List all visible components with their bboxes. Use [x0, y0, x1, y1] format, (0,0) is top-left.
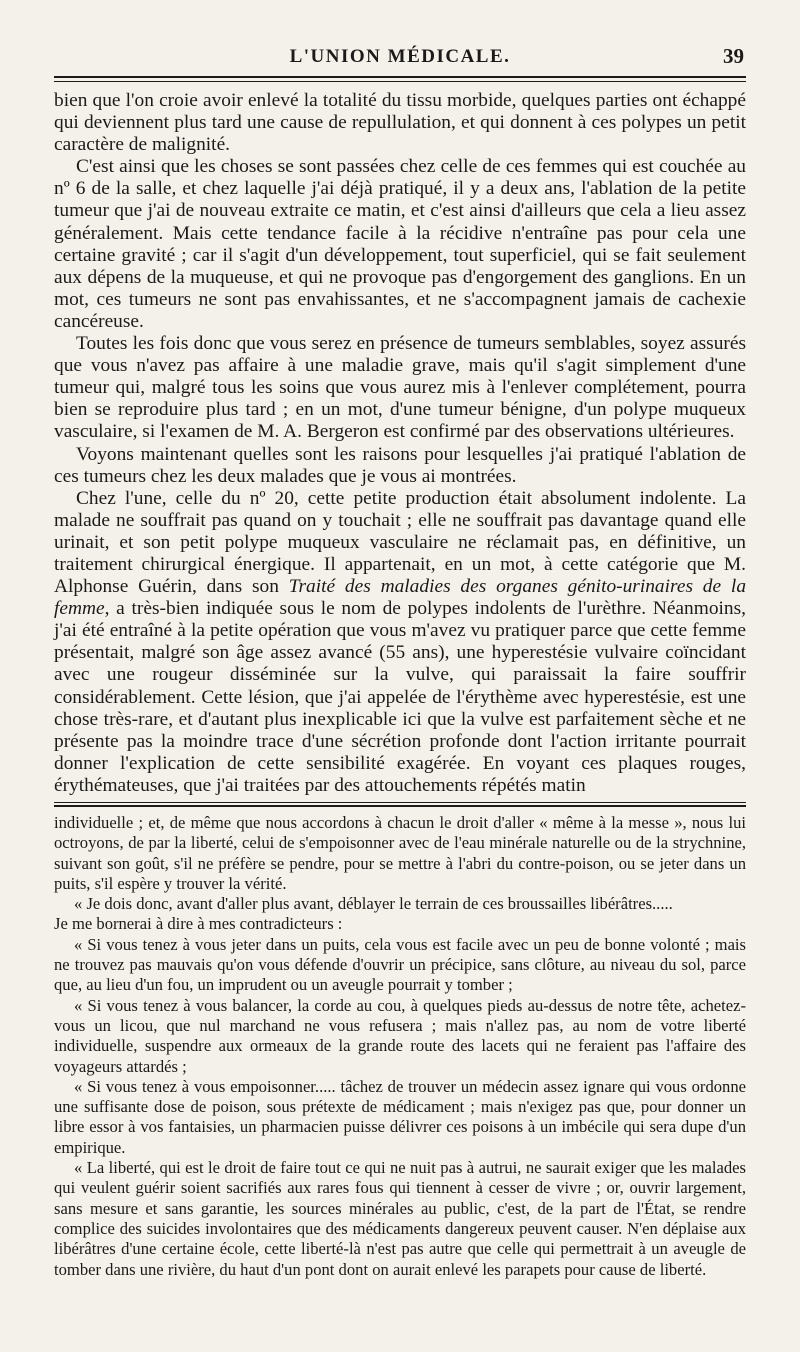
main-paragraph-text: Chez l'une, celle du nº 20, cette petite production était absolument indolente. La malade ne souffrait pas quand on y touchait ; elle ne souffrait pas davantage quand elle urinait, et son petit polype muqueux vasculaire ne réclamait pas, en définitive, un traitement chirurgical énergique. Il appartenait, en un mot, à cette catégorie que M. Alphonse Guérin, dans son [54, 487, 746, 598]
main-paragraph: Voyons maintenant quelles sont les raisons pour lesquelles j'ai pratiqué l'ablation de ces tumeurs chez les deux malades que je vous ai montrées. [54, 443, 746, 487]
feuilleton-paragraph: « Si vous tenez à vous balancer, la corde au cou, à quelques pieds au-dessus de notre tête, achetez-vous un licou, que nul marchand ne vous refusera ; mais n'allez pas, au nom de votre liberté individuelle, suspendre aux ormeaux de la grande route des lacets qui ne feraient pas l'affaire des voyageurs attardés ; [54, 995, 746, 1076]
header-rule [54, 76, 746, 82]
cited-book-title: Traité des maladies des organes génito-urinaires de la femme [54, 576, 747, 620]
main-article-text [54, 90, 746, 797]
feuilleton-paragraph: « Si vous tenez à vous empoisonner..... tâchez de trouver un médecin assez ignare qui vous ordonne une suffisante dose de poison, sous prétexte de médicament ; mais n'exigez pas que, pour donner un libre essor à vos fantaisies, un pharmacien puisse délivrer ces poisons à un imbécile qui sera dupe d'un empirique. [54, 1076, 746, 1157]
feuilleton-paragraph: Je me bornerai à dire à mes contradicteurs : [54, 914, 343, 934]
feuilleton-paragraph: « Si vous tenez à vous jeter dans un puits, cela vous est facile avec un peu de bonne volonté ; mais ne trouvez pas mauvais qu'on vous défende d'ouvrir un précipice, sans clôture, au niveau du sol, parce que, au lieu d'un fou, un imprudent ou un aveugle pourrait y tomber ; [54, 934, 746, 995]
main-paragraph: C'est ainsi que les choses se sont passées chez celle de ces femmes qui est couchée au nº 6 de la salle, et chez laquelle j'ai déjà pratiqué, il y a deux ans, l'ablation de la petite tumeur que j'ai de nouveau extraite ce matin, et c'est ainsi d'ailleurs que cela a lieu assez généralement. Mais cette tendance facile à la récidive n'entraîne pas pour cela une certaine gravité ; car il s'agit d'un développement, tout superficiel, qui se fait seulement aux dépens de la muqueuse, et qui ne provoque pas d'engorgement des ganglions. En un mot, ces tumeurs ne sont pas envahissantes, et ne s'accompagnent jamais de cachexie cancéreuse. [54, 156, 746, 332]
journal-title: L'UNION MÉDICALE. [289, 46, 511, 67]
main-paragraph [54, 488, 746, 797]
feuilleton-paragraph: individuelle ; et, de même que nous accordons à chacun le droit d'aller « même à la messe », nous lui octroyons, de par la liberté, celui de s'empoisonner avec de l'eau minérale naturelle ou de la strychnine, suivant son goût, s'il ne préfère se pendre, pour se mettre à l'abri du contre-poison, ou se jeter dans un puits, s'il espère y trouver la vérité. [54, 813, 746, 893]
running-head [54, 40, 746, 74]
feuilleton-separator [54, 802, 746, 807]
main-paragraph: Toutes les fois donc que vous serez en présence de tumeurs semblables, soyez assurés que vous n'avez pas affaire à une maladie grave, mais qu'il s'agit simplement d'une tumeur qui, malgré tous les soins que vous aurez mis à l'enlever complétement, pourra bien se reproduire plus tard ; en un mot, d'une tumeur bénigne, d'un polype muqueux vasculaire, si l'examen de M. A. Bergeron est confirmé par des observations ultérieures. [54, 333, 746, 443]
main-paragraph-text: , a très-bien indiquée sous le nom de polypes indolents de l'urèthre. Néanmoins, j'ai été entraîné à la petite opération que vous m'avez vu pratiquer parce que cette femme présentait, malgré son âge assez avancé (55 ans), une hyperestésie vulvaire coïncidant avec une rougeur disséminée sur la vulve, qui paraissait la faire souffrir considérablement. Cette lésion, que j'ai appelée de l'érythème avec hyperestésie, est une chose très-rare, et d'autant plus inexplicable ici que la vulve est parfaitement sèche et ne présente pas la moindre trace d'une sécrétion profonde dont l'action irritante pourrait donner l'explication de cette sensibilité exagérée. En voyant ces plaques rouges, érythémateuses, que j'ai traitées par des attouchements répétés matin [54, 598, 746, 796]
page-number: 39 [723, 44, 744, 68]
feuilleton-text [54, 813, 746, 1280]
main-paragraph: bien que l'on croie avoir enlevé la totalité du tissu morbide, quelques parties ont échappé qui deviennent plus tard une cause de repullulation, et qui donnent à ces polypes un petit caractère de malignité. [54, 90, 746, 156]
feuilleton-paragraph: « La liberté, qui est le droit de faire tout ce qui ne nuit pas à autrui, ne saurait exiger que les malades qui veulent guérir soient sacrifiés aux rares fous qui tiennent à cesser de vivre ; or, ouvrir largement, sans mesure et sans garantie, les sources minérales au public, c'est, de la part de l'État, se rendre complice des suicides involontaires que des médicaments dangereux peuvent causer. N'en déplaise aux libérâtres d'une certaine école, cette liberté-là n'est pas autre que celle qui permettrait à un aveugle de tomber dans une rivière, du haut d'un pont dont on aurait enlevé les parapets pour cause de liberté. [54, 1158, 746, 1279]
feuilleton-paragraph: « Je dois donc, avant d'aller plus avant, déblayer le terrain de ces broussailles libérâtres..... [74, 894, 673, 914]
